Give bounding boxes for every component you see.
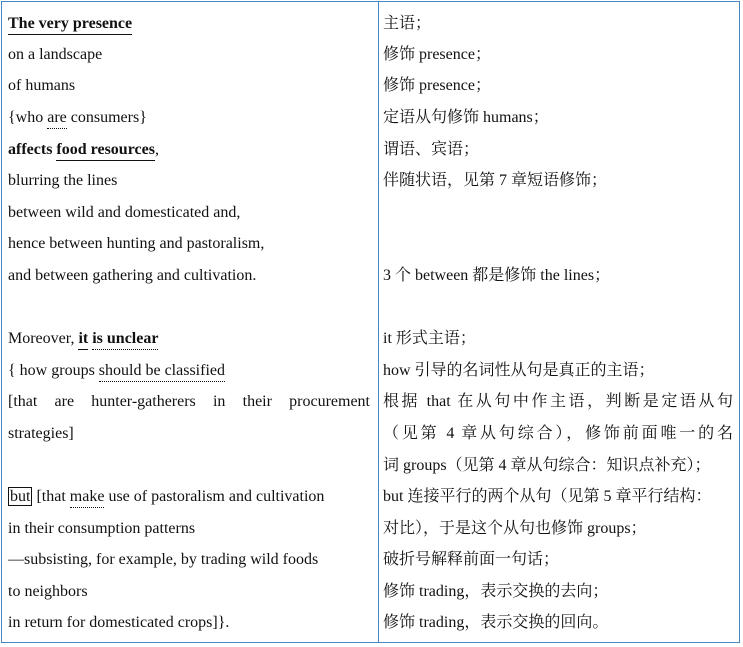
note-line-1: 主语；: [383, 15, 432, 32]
note-line-6: 伴随状语，见第 7 章短语修饰；: [383, 172, 608, 189]
left-line-7: between wild and domesticated and,: [8, 204, 241, 221]
note-line-15: but 连接平行的两个从句（见第 5 章平行结构：: [383, 488, 712, 505]
note-line-9: 3 个 between 都是修饰 the lines；: [383, 267, 611, 284]
note-line-19: 修饰 trading，表示交换的回向。: [383, 614, 609, 631]
left-line-10: Moreover, it is unclear: [8, 329, 158, 349]
left-line-4: {who are consumers}: [8, 108, 147, 128]
predicate-affects: affects: [8, 141, 53, 158]
verb-are: are: [47, 109, 67, 129]
object-food-resources: food resources: [56, 141, 155, 161]
left-line-12: [that are hunter-gatherers in their procurement: [8, 393, 370, 410]
left-line-2: on a landscape: [8, 46, 103, 63]
note-line-11: how 引导的名词性从句是真正的主语；: [383, 362, 655, 379]
left-line-11: { how groups should be classified: [8, 361, 225, 381]
note-line-5: 谓语、宾语；: [383, 141, 480, 158]
left-line-14: but [that make use of pastoralism and cultivation: [8, 487, 324, 507]
note-line-14: 词 groups（见第 4 章从句综合：知识点补充）；: [383, 457, 711, 474]
note-line-17: 破折号解释前面一句话；: [383, 551, 560, 568]
analysis-table: [1, 1, 740, 643]
left-line-6: blurring the lines: [8, 172, 118, 189]
column-divider: [378, 2, 379, 642]
left-line-8: hence between hunting and pastoralism,: [8, 235, 265, 252]
note-line-12: 根据 that 在从句中作主语，判断是定语从句: [383, 393, 733, 410]
subject-phrase: The very presence: [8, 15, 132, 35]
note-line-2: 修饰 presence；: [383, 46, 491, 63]
left-line-1: [8, 14, 132, 34]
left-line-3: of humans: [8, 77, 76, 94]
note-line-4: 定语从句修饰 humans；: [383, 109, 549, 126]
verb-should-be-classified: should be classified: [99, 362, 225, 382]
note-line-18: 修饰 trading，表示交换的去向；: [383, 583, 609, 600]
left-line-15: in their consumption patterns: [8, 520, 196, 537]
left-line-5: affects food resources,: [8, 140, 159, 160]
left-line-16: —subsisting, for example, by trading wild foods: [8, 551, 319, 568]
note-line-13: （见第 4 章从句综合），修饰前面唯一的名: [383, 425, 733, 442]
predicate-is-unclear: is unclear: [92, 330, 158, 350]
note-line-3: 修饰 presence；: [383, 77, 491, 94]
left-line-18: in return for domesticated crops]}.: [8, 614, 230, 631]
left-line-17: to neighbors: [8, 583, 88, 600]
note-line-10: it 形式主语；: [383, 330, 476, 347]
left-line-13: strategies]: [8, 425, 74, 442]
left-line-9: and between gathering and cultivation.: [8, 267, 257, 284]
formal-subject-it: it: [78, 330, 88, 350]
conjunction-but: but: [10, 488, 31, 505]
note-line-16: 对比），于是这个从句也修饰 groups；: [383, 520, 647, 537]
verb-make: make: [70, 488, 105, 508]
